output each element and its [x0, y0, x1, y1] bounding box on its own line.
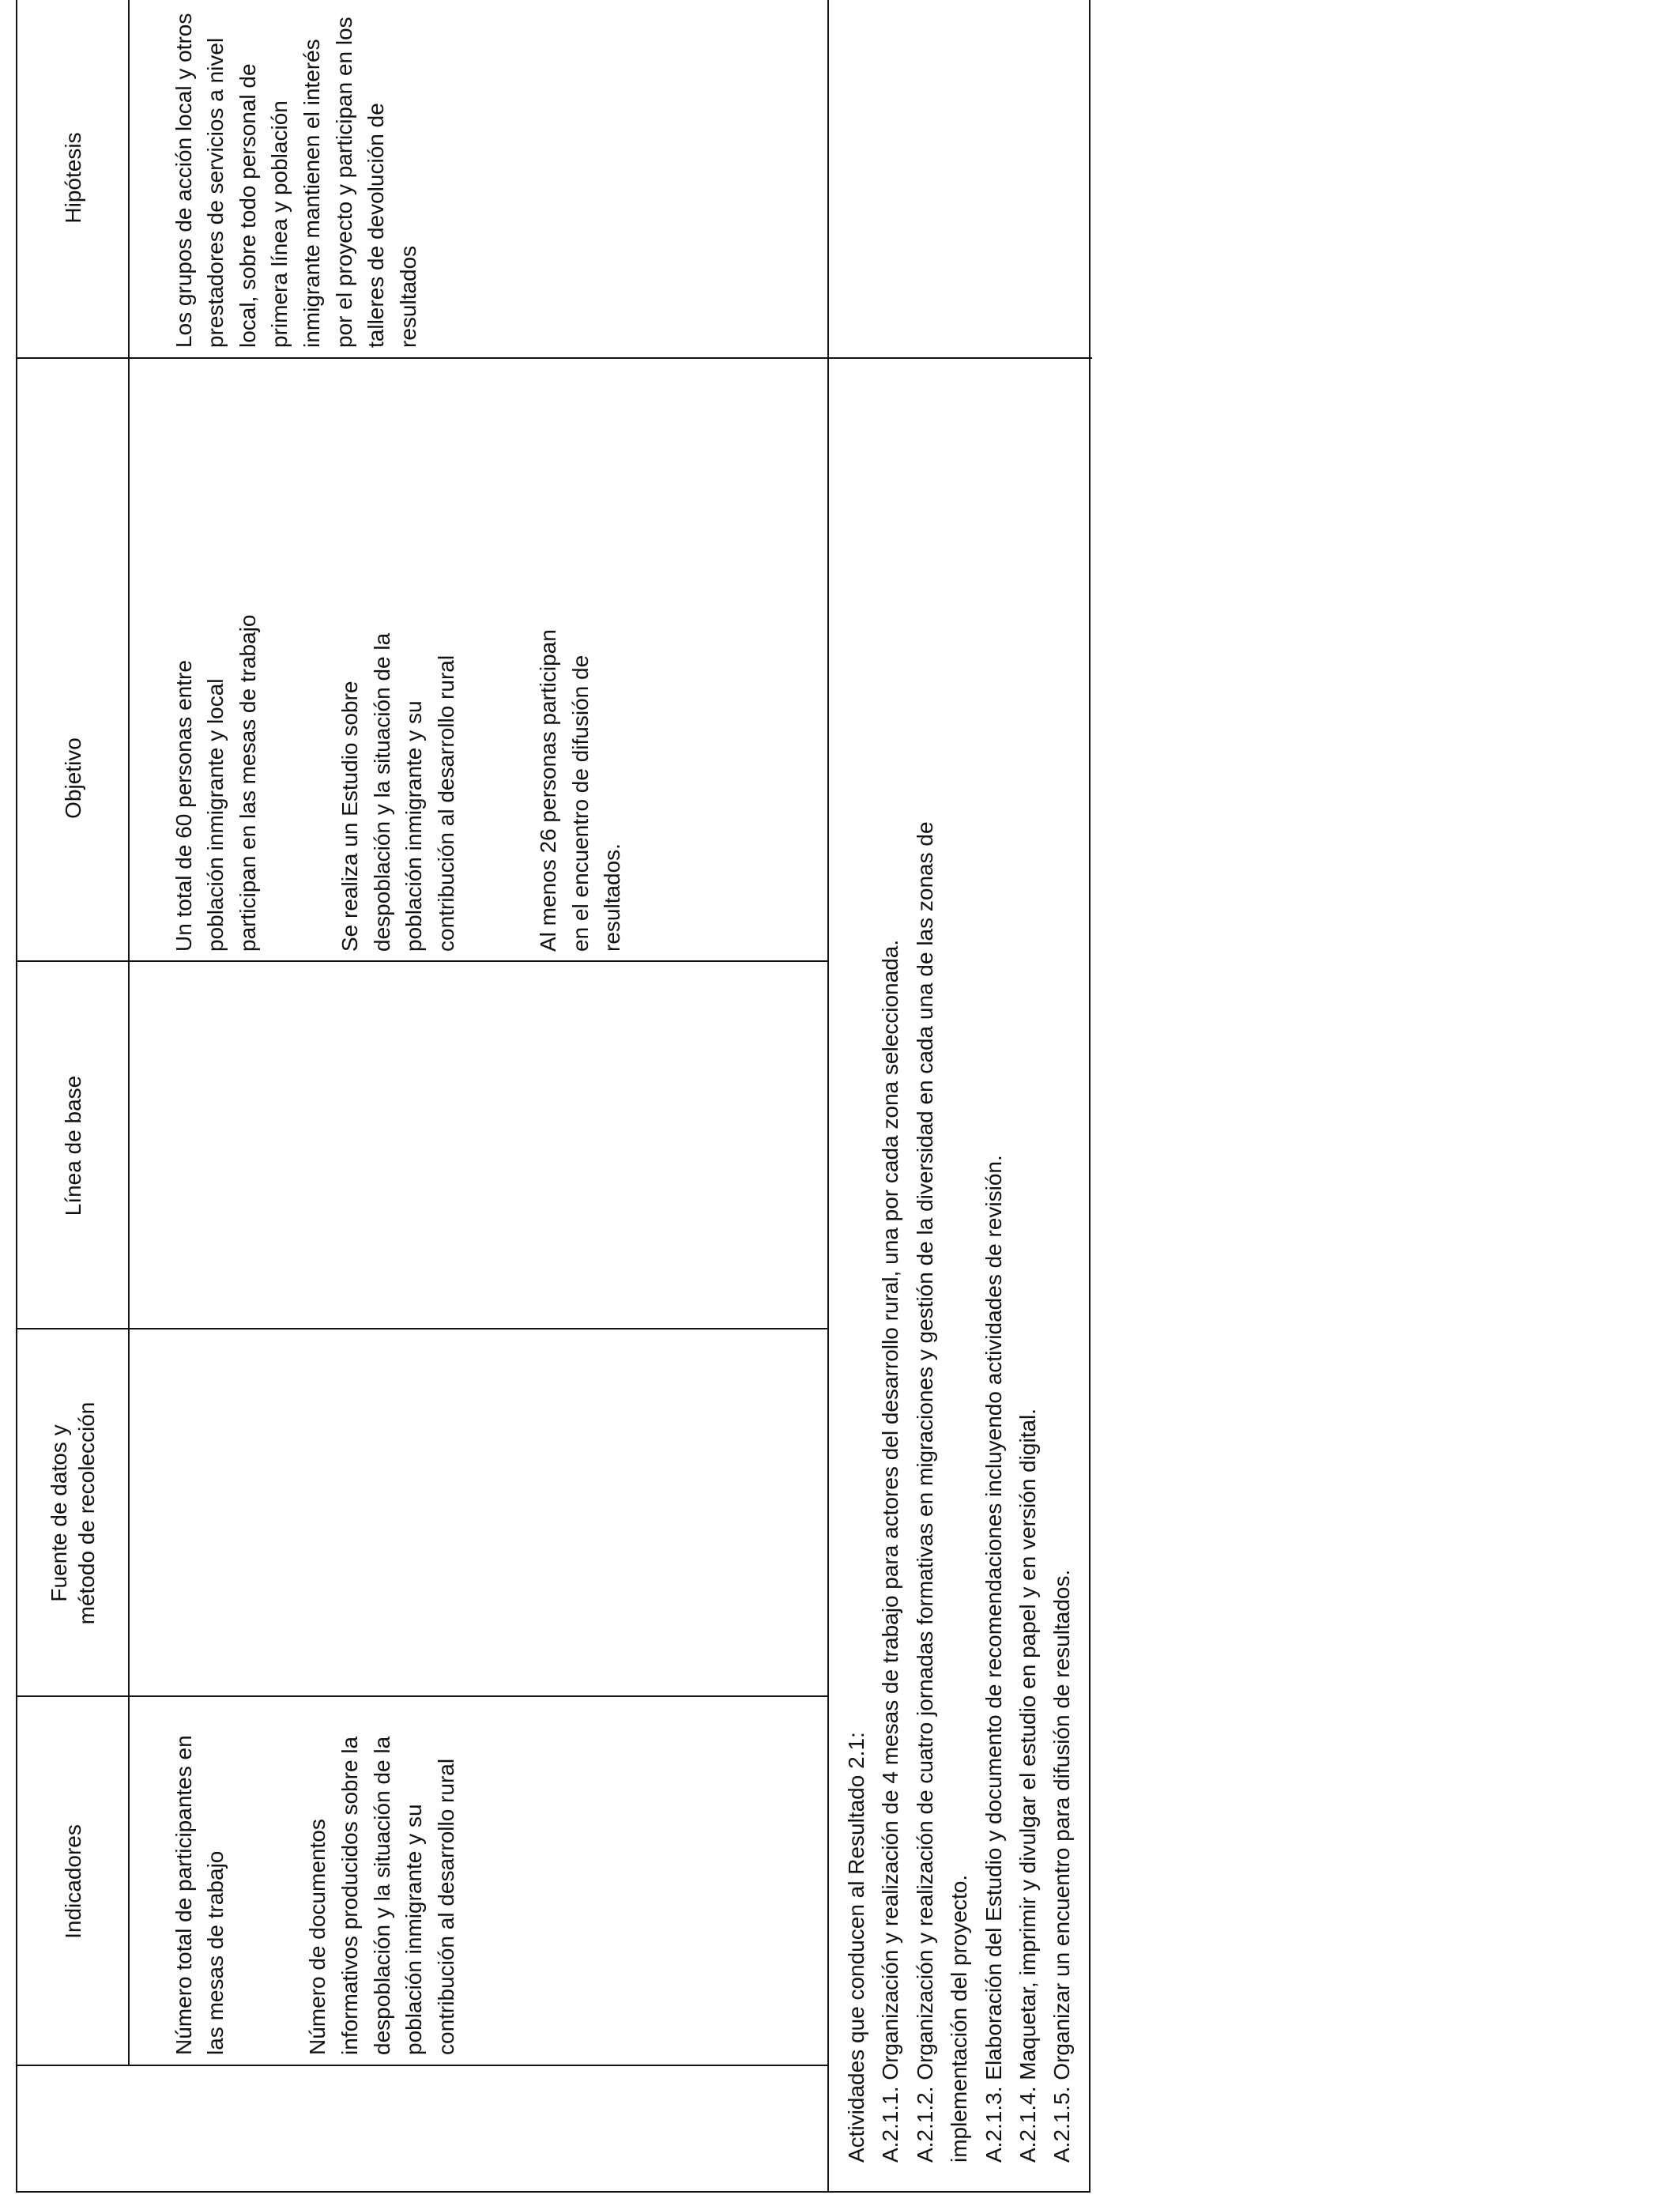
indicador-2: Número de documentos informativos producidos sobre la despoblación y la situación de la población inmigrante y su contribución al desarrollo rural	[305, 1736, 458, 2055]
activity-item: A.2.1.2. Organización y realización de cuatro jornadas formativas en migraciones y gestión de la diversidad en cada una de las zonas de	[912, 821, 937, 2163]
activities-title: Actividades que conducen al Resultado 2.1:	[844, 1732, 868, 2163]
activity-item: implementación del proyecto.	[947, 1874, 972, 2163]
column-divider-1	[17, 2065, 827, 2066]
activity-item: A.2.1.1. Organización y realización de 4 mesas de trabajo para actores del desarrollo rural, una por cada zona seleccionada.	[878, 939, 903, 2163]
hipotesis-cell	[136, 8, 495, 348]
hipotesis-text: Los grupos de acción local y otros prestadores de servicios a nivel local, sobre todo personal de primera línea y población inmigrante mantienen el interés por el proyecto y participan en los talleres de devolución de resultados	[171, 13, 420, 348]
logframe-table	[16, 0, 1090, 2193]
header-fuente-label: Fuente de datos y método de recolección	[47, 1401, 99, 1625]
objetivo-cell	[136, 604, 699, 952]
objetivo-3: Al menos 26 personas participan en el encuentro de difusión de resultados.	[535, 629, 625, 952]
header-indicadores	[17, 1697, 128, 2066]
activity-item: A.2.1.5. Organizar un encuentro para difusión de resultados.	[1049, 1569, 1075, 2163]
header-divider	[128, 0, 130, 2066]
header-indicadores-label: Indicadores	[60, 1824, 85, 1939]
activity-item: A.2.1.4. Maquetar, imprimir y divulgar el estudio en papel y en versión digital.	[1015, 1408, 1040, 2163]
indicador-1: Número total de participantes en las mesas de trabajo	[171, 1735, 228, 2055]
activities-divider	[827, 0, 829, 2191]
header-linea-base	[17, 962, 128, 1329]
column-divider-2	[17, 1695, 827, 1697]
activity-item: A.2.1.3. Elaboración del Estudio y documento de recomendaciones incluyendo actividades de revisión.	[981, 1155, 1006, 2163]
column-divider-4	[17, 960, 827, 962]
objetivo-1: Un total de 60 personas entre población inmigrante y local participan en las mesas de trabajo	[171, 614, 260, 952]
header-objetivo	[17, 594, 128, 962]
activities-block	[839, 28, 1079, 2163]
header-hipotesis	[17, 0, 128, 359]
column-divider-3	[17, 1328, 827, 1329]
objetivo-2: Se realiza un Estudio sobre despoblación y la situación de la población inmigrante y su contribución al desarrollo rural	[337, 632, 458, 952]
header-hipotesis-label: Hipótesis	[60, 132, 85, 224]
header-linea-base-label: Línea de base	[60, 1075, 85, 1216]
header-fuente	[17, 1329, 128, 1697]
header-objetivo-label: Objetivo	[60, 737, 85, 819]
indicadores-cell	[136, 1707, 533, 2055]
